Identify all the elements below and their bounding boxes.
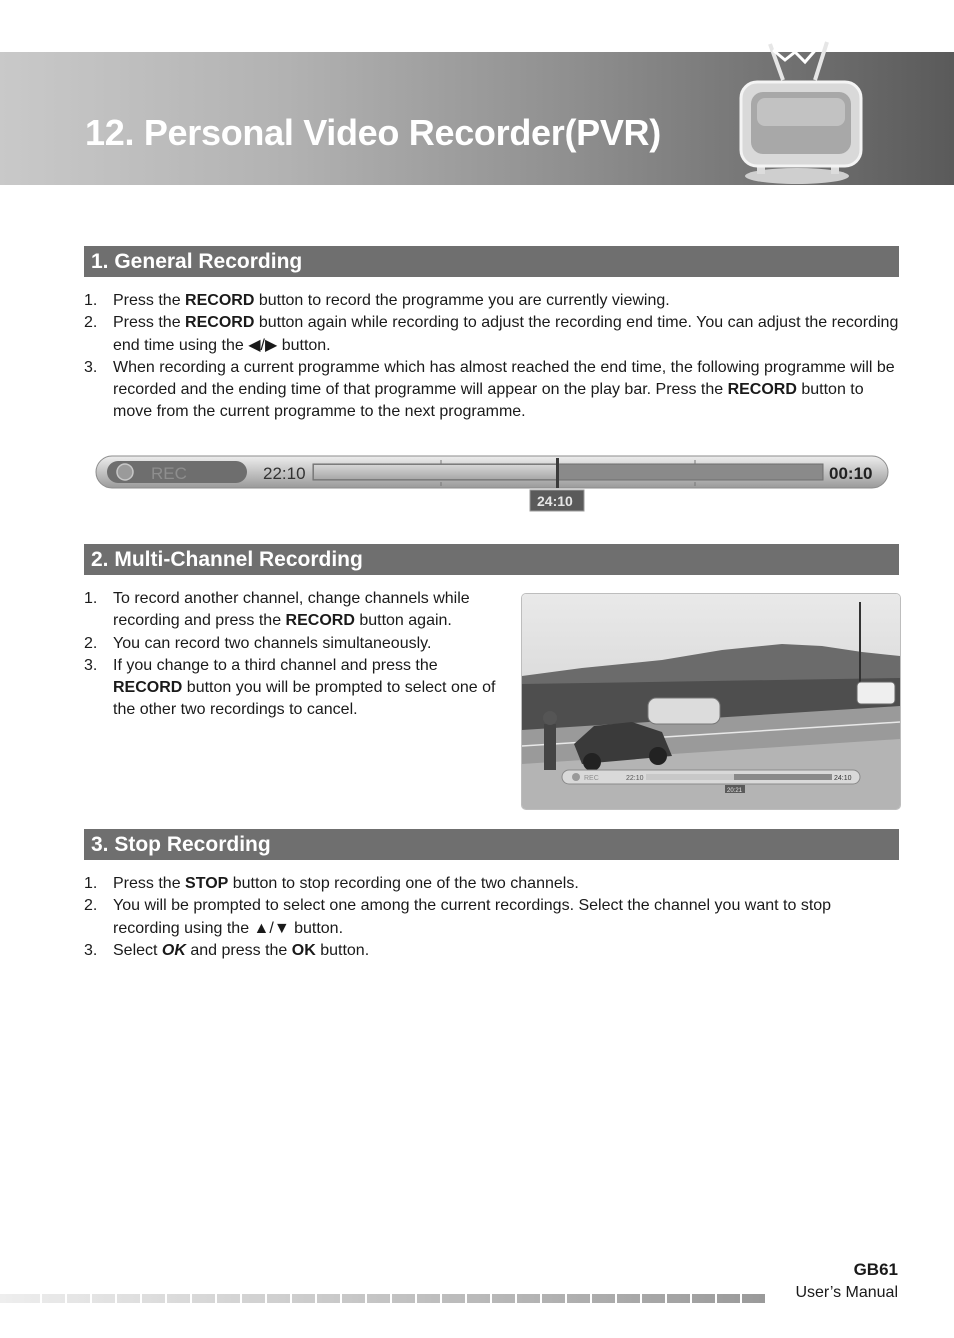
item-text: button again while recording to adjust the recording end time. You can adjust the recording end time using the ◀/▶ button. xyxy=(113,314,899,354)
item-text: button. xyxy=(315,941,370,959)
rec-label: REC xyxy=(151,464,187,483)
list-item xyxy=(84,940,899,962)
list-item xyxy=(84,312,899,357)
list-item xyxy=(84,655,504,722)
section-heading-general-recording: 1. General Recording xyxy=(84,246,899,277)
section-heading-stop-recording: 3. Stop Recording xyxy=(84,829,899,860)
list-item xyxy=(84,873,899,895)
item-text: You can record two channels simultaneously. xyxy=(113,634,432,652)
item-text: button again. xyxy=(354,612,452,630)
stop-recording-steps xyxy=(84,873,899,962)
list-item xyxy=(84,290,899,312)
item-number: 3. xyxy=(84,656,98,674)
photo-end-time: 24:10 xyxy=(834,775,852,782)
current-time: 24:10 xyxy=(537,493,573,509)
list-item xyxy=(84,895,899,940)
item-text: If you change to a third channel and press the xyxy=(113,656,438,674)
ok-option: OK xyxy=(161,941,186,959)
end-time: 00:10 xyxy=(829,464,873,483)
list-item xyxy=(84,588,504,633)
item-text: Press the xyxy=(113,292,186,309)
item-number: 1. xyxy=(84,590,98,607)
list-item xyxy=(84,357,899,424)
footer-model: GB61 xyxy=(853,1260,898,1279)
item-text: When recording a current programme which has almost reached the end time, the following programme will be recorded and the ending time of that programme will appear on the play bar. Press the xyxy=(113,358,895,399)
tv-icon xyxy=(735,38,865,188)
recording-play-bar xyxy=(95,455,889,515)
item-number: 1. xyxy=(84,875,98,892)
multi-channel-steps xyxy=(84,588,504,722)
item-text: button to move from the current programme to the next programme. xyxy=(113,381,864,421)
ok-key: OK xyxy=(291,941,316,959)
item-text: button to record the programme you are currently viewing. xyxy=(254,292,670,309)
item-number: 3. xyxy=(84,941,98,959)
item-text: Select xyxy=(113,941,162,959)
item-text: and press the xyxy=(185,941,292,959)
item-text: button to stop recording one of the two channels. xyxy=(228,875,579,892)
section-heading-multi-channel-recording: 2. Multi-Channel Recording xyxy=(84,544,899,575)
item-text: To record another channel, change channels while recording and press the xyxy=(113,590,470,630)
photo-current-time: 20:21 xyxy=(727,788,743,794)
photo-rec-label: REC xyxy=(584,775,599,782)
list-item xyxy=(84,633,504,655)
footer-decoration xyxy=(0,1294,765,1303)
record-indicator-icon xyxy=(117,464,133,480)
record-key: RECORD xyxy=(185,314,255,332)
recording-screenshot-photo xyxy=(521,593,901,810)
record-key: RECORD xyxy=(113,679,183,697)
stop-key: STOP xyxy=(185,875,229,892)
general-recording-steps xyxy=(84,290,899,424)
item-number: 2. xyxy=(84,897,98,915)
item-number: 3. xyxy=(84,358,98,376)
record-key: RECORD xyxy=(185,292,255,309)
record-indicator-icon xyxy=(572,773,580,781)
item-number: 1. xyxy=(84,292,98,309)
item-number: 2. xyxy=(84,634,98,652)
footer-manual-label: User’s Manual xyxy=(795,1284,898,1301)
item-text: You will be prompted to select one among the current recordings. Select the channel you want to stop recording using the ▲/▼ button. xyxy=(113,897,832,937)
record-key: RECORD xyxy=(285,612,355,630)
record-key: RECORD xyxy=(727,381,797,399)
chapter-title: 12. Personal Video Recorder(PVR) xyxy=(85,112,661,153)
item-text: Press the xyxy=(113,875,186,892)
start-time: 22:10 xyxy=(263,464,306,483)
photo-start-time: 22:10 xyxy=(626,775,644,782)
item-number: 2. xyxy=(84,314,98,332)
item-text: button you will be prompted to select one of the other two recordings to cancel. xyxy=(113,679,496,719)
item-text: Press the xyxy=(113,314,186,332)
progress-marker xyxy=(556,458,559,488)
